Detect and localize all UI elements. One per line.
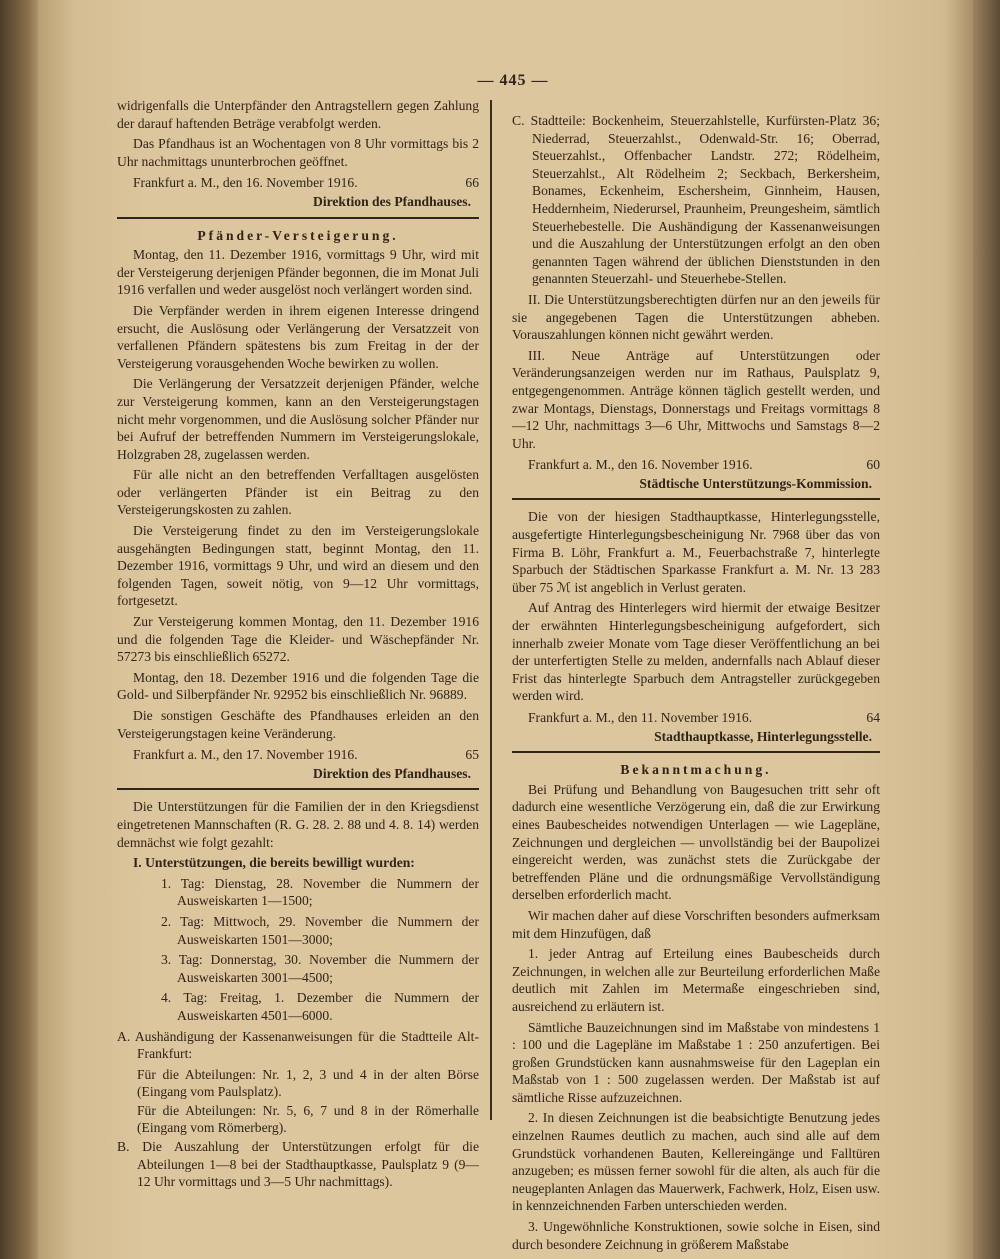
signature: Direktion des Pfandhauses. <box>313 765 471 781</box>
paragraph: Sämtliche Bauzeichnungen sind im Maßstabe von mindestens 1 : 100 und die Lagepläne im Maßstabe 1 : 250 anzufertigen. Bei großen Grundstücken kann ausnahmsweise für den Lageplan ein Maßstab von 1 : 500 zugelassen werden. Der Maßstab ist auf sämtliche Risse aufzuzeichnen. <box>512 1019 880 1105</box>
notice-number: 64 <box>866 710 880 725</box>
notice-number: 65 <box>465 747 479 763</box>
notice-title: Bekanntmachung. <box>620 762 772 778</box>
paragraph: B. Die Auszahlung der Unterstützungen erfolgt für die Abteilungen 1—8 bei der Stadthauptkasse, Paulsplatz 9 (9—12 Uhr vormittags und 3—5 Uhr nachmittags). <box>117 1139 479 1190</box>
column-divider <box>490 100 492 1120</box>
paragraph: 3. Tag: Donnerstag, 30. November die Nummern der Ausweiskarten 3001—4500; <box>161 952 479 985</box>
signature: Direktion des Pfandhauses. <box>313 193 471 209</box>
section-divider <box>512 498 880 500</box>
paragraph: Die Versteigerung findet zu den im Versteigerungslokale ausgehängten Bedingungen statt, beginnt Montag, den 11. Dezember 1916, vormittags 9 Uhr, und wird an diesem und den folgenden Tagen, soweit nötig, von 9—12 Uhr vormittags, fortgesetzt. <box>117 523 479 609</box>
paragraph: 1. Tag: Dienstag, 28. November die Nummern der Ausweiskarten 1—1500; <box>161 875 479 909</box>
dateline <box>512 456 880 474</box>
paragraph: C. Stadtteile: Bockenheim, Steuerzahlstelle, Kurfürsten-Platz 36; Niederrad, Steuerzahlst., Odenwald-Str. 16; Oberrad, Steuerzahlst., Offenbacher Landstr. 272; Rödelheim, Steuerzahlst., Alt Rödelheim 2; Seckbach, Berkersheim, Bonames, Eckenheim, Eschersheim, Ginnheim, Hausen, Heddernheim, Niederursel, Praunheim, Preungesheim, sämtlich Steuerhebestelle. Die Aushändigung der Kassenanweisungen und die Auszahlung der Unterstützungen erfolgt an den oben genannten Tagen während der üblichen Dienststunden in den genannten Steuerzahl- und Steuerhebe-Stellen. <box>512 113 880 287</box>
page-edge <box>973 0 1000 1259</box>
notice-number: 66 <box>465 175 479 191</box>
book-binding <box>0 0 40 1259</box>
paragraph: A. Aushändigung der Kassenanweisungen für die Stadtteile Alt-Frankfurt: <box>117 1028 479 1062</box>
paragraph: Für alle nicht an den betreffenden Verfalltagen ausgelösten oder verlängerten Pfänder ist ein Beitrag zu den Versteigerungskosten zu zahlen. <box>117 467 479 518</box>
paragraph: Montag, den 11. Dezember 1916, vormittags 9 Uhr, wird mit der Versteigerung derjenigen Pfänder begonnen, die im Monat Juli 1916 verfallen und weder ausgelöst noch verlängert worden sind. <box>117 247 479 298</box>
paragraph: Für die Abteilungen: Nr. 1, 2, 3 und 4 in der alten Börse (Eingang vom Paulsplatz). <box>137 1066 479 1100</box>
paragraph: Die von der hiesigen Stadthauptkasse, Hinterlegungsstelle, ausgefertigte Hinterlegungsbescheinigung Nr. 7968 über das von Firma B. Löhr, Frankfurt a. M., Feuerbachstraße 7, hinterlegte Sparbuch der Städtischen Sparkasse Frankfurt a. M. Nr. 13 283 über 75 ℳ ist angeblich in Verlust geraten. <box>512 509 880 595</box>
paragraph: Die sonstigen Geschäfte des Pfandhauses erleiden an den Versteigerungstagen keine Veränderung. <box>117 708 479 741</box>
paragraph: III. Neue Anträge auf Unterstützungen oder Veränderungsanzeigen werden nur im Rathaus, Paulsplatz 9, entgegengenommen. Anträge können täglich gestellt werden, und zwar Montags, Dienstags, Donnerstags und Freitags vormittags 8—12 Uhr, nachmittags 3—6 Uhr, Mittwochs und Samstags 8—2 Uhr. <box>512 347 880 451</box>
paragraph: Zur Versteigerung kommen Montag, den 11. Dezember 1916 und die folgenden Tage die Kleider- und Wäschepfänder Nr. 57273 bis einschließlich 65272. <box>117 614 479 665</box>
date-text: Frankfurt a. M., den 11. November 1916. <box>528 710 753 725</box>
date-text: Frankfurt a. M., den 17. November 1916. <box>133 747 358 763</box>
paragraph: Die Unterstützungen für die Familien der in den Kriegsdienst eingetretenen Mannschaften (R. G. 28. 2. 88 und 4. 8. 14) werden demnächst wie folgt gezahlt: <box>117 799 479 850</box>
paragraph: Für die Abteilungen: Nr. 5, 6, 7 und 8 in der Römerhalle (Eingang vom Römerberg). <box>137 1102 479 1136</box>
date-text: Frankfurt a. M., den 16. November 1916. <box>133 175 358 191</box>
right-column <box>512 112 880 1256</box>
paragraph: Die Verpfänder werden in ihrem eigenen Interesse dringend ersucht, die Auslösung oder Verlängerung der Versatzzeit von verfallenen Pfändern spätestens bis zum Freitag in der der Versteigerung vorausgehenden Woche bewirken zu wollen. <box>117 302 479 371</box>
section-divider <box>117 788 479 790</box>
paragraph: 2. In diesen Zeichnungen ist die beabsichtigte Benutzung jedes einzelnen Raumes deutlich zu machen, auch sind alle auf dem Grundstück vorhandenen Bauten, Kellereingänge und Falltüren anzugeben; es müssen ferner sowohl für die alten, als auch für die neugeplanten Anlagen das Mauerwerk, Fachwerk, Holz, Eisen usw. in kennzeichnenden Farben unterschieden werden. <box>512 1110 880 1214</box>
paragraph: widrigenfalls die Unterpfänder den Antragstellern gegen Zahlung der darauf haftenden Beträge verabfolgt werden. <box>117 98 479 131</box>
signature: Städtische Unterstützungs-Kommission. <box>639 475 872 491</box>
date-text: Frankfurt a. M., den 16. November 1916. <box>528 457 753 473</box>
left-column <box>117 97 479 1194</box>
page-number: — 445 — <box>477 72 549 89</box>
paragraph: Auf Antrag des Hinterlegers wird hiermit der etwaige Besitzer der erwähnten Hinterlegungsbescheinigung aufgefordert, sich innerhalb zweier Monate vom Tage dieser Veröffentlichung an bei der unterfertigten Stelle zu melden, andernfalls nach Ablauf dieser Frist das hinterlegte Sparbuch dem Antragsteller zurückgegeben werden wird. <box>512 600 880 704</box>
paragraph: 2. Tag: Mittwoch, 29. November die Nummern der Ausweiskarten 1501—3000; <box>161 913 479 947</box>
section-divider <box>512 751 880 753</box>
paragraph: Montag, den 18. Dezember 1916 und die folgenden Tage die Gold- und Silberpfänder Nr. 92952 bis einschließlich Nr. 96889. <box>117 669 479 703</box>
paragraph: 4. Tag: Freitag, 1. Dezember die Nummern der Ausweiskarten 4501—6000. <box>161 990 479 1023</box>
paragraph: I. Unterstützungen, die bereits bewilligt wurden: <box>133 855 415 871</box>
dateline <box>117 174 479 192</box>
paragraph: Bei Prüfung und Behandlung von Baugesuchen tritt sehr oft dadurch eine wesentliche Verzögerung ein, daß die zur Erwirkung eines Baubescheides notwendigen Unterlagen — wie Lagepläne, Zeichnungen und dergleichen — unvollständig bei der Baupolizei eingereicht werden, was zunächst stets die Zurückgabe der betreffenden Pläne und die ordnungsmäßige Vervollständigung derselben erforderlich macht. <box>512 781 880 903</box>
paragraph: 1. jeder Antrag auf Erteilung eines Baubescheids durch Zeichnungen, in welchen alle zur Beurteilung erforderlichen Maße deutlich mit Zahlen im Metermaße eingeschrieben sind, ausreichend zu erläutern ist. <box>512 946 880 1014</box>
dateline <box>512 709 880 727</box>
notice-title: Pfänder-Versteigerung. <box>197 227 399 243</box>
paragraph: Wir machen daher auf diese Vorschriften besonders aufmerksam mit dem Hinzufügen, daß <box>512 907 880 941</box>
signature: Stadthauptkasse, Hinterlegungsstelle. <box>654 728 872 744</box>
paragraph: Die Verlängerung der Versatzzeit derjenigen Pfänder, welche zur Versteigerung kommen, kann an den Versteigerungstagen nicht mehr vorgenommen, und die Auslösung solcher Pfänder nur bei Aufruf der betreffenden Nummern im Versteigerungslokale, Holzgraben 28, zugelassen werden. <box>117 376 479 462</box>
paragraph: II. Die Unterstützungsberechtigten dürfen nur an den jeweils für sie angegebenen Tagen die Unterstützungen abheben. Vorauszahlungen können nicht gewährt werden. <box>512 291 880 343</box>
dateline <box>117 746 479 764</box>
section-divider <box>117 217 479 219</box>
notice-number: 60 <box>866 457 880 473</box>
paragraph: 3. Ungewöhnliche Konstruktionen, sowie solche in Eisen, sind durch besondere Zeichnung in größerem Maßstabe <box>512 1219 880 1252</box>
paragraph: Das Pfandhaus ist an Wochentagen von 8 Uhr vormittags bis 2 Uhr nachmittags ununterbrochen geöffnet. <box>117 136 479 169</box>
